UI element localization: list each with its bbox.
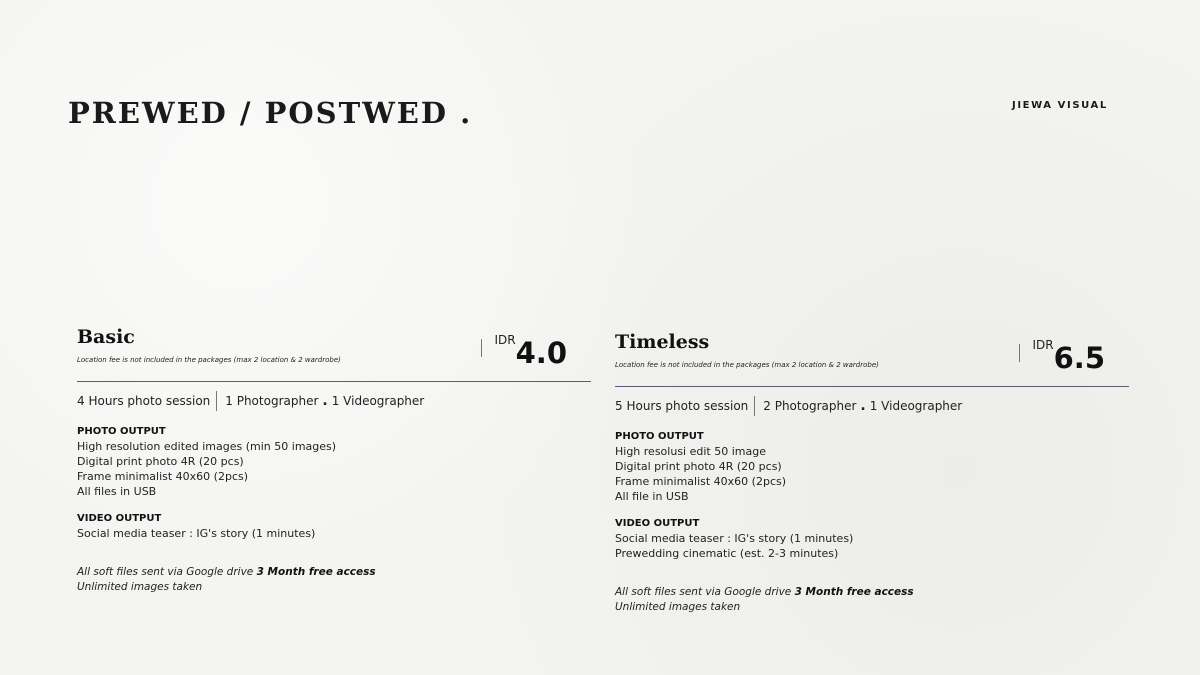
price-divider: [1019, 344, 1020, 362]
crew-separator: .: [322, 393, 328, 409]
price-currency: IDR: [494, 333, 516, 347]
delivery-note-line: [77, 565, 591, 580]
photo-output-section: [77, 426, 591, 499]
photographer-count: 1 Photographer: [225, 394, 319, 408]
package-name: Timeless: [615, 331, 710, 353]
package-divider-line: [615, 386, 1129, 387]
page-title: PREWED / POSTWED .: [68, 96, 473, 130]
package-price: [1019, 336, 1106, 376]
photo-output-item: All file in USB: [615, 490, 689, 503]
delivery-note-text: All soft files sent via Google drive: [77, 566, 257, 578]
delivery-note-highlight: 3 Month free access: [256, 566, 376, 578]
package-header: [615, 331, 1129, 386]
session-row: [615, 395, 1129, 417]
video-output-title: VIDEO OUTPUT: [615, 518, 700, 529]
videographer-count: 1 Videographer: [869, 399, 963, 413]
package-divider-line: [77, 381, 591, 382]
photo-output-item: Digital print photo 4R (20 pcs): [77, 455, 244, 468]
delivery-note-highlight: 3 Month free access: [794, 586, 914, 598]
video-output-section: [615, 518, 1129, 561]
package-name: Basic: [77, 326, 135, 348]
video-output-title: VIDEO OUTPUT: [77, 513, 162, 524]
session-duration: 4 Hours photo session: [77, 394, 211, 408]
photo-output-title: PHOTO OUTPUT: [77, 426, 166, 437]
price-divider: [481, 339, 482, 357]
photo-output-item: Digital print photo 4R (20 pcs): [615, 460, 782, 473]
photographer-count: 2 Photographer: [763, 399, 857, 413]
price-value: 4.0: [515, 336, 567, 370]
unlimited-images-note: Unlimited images taken: [77, 581, 203, 593]
package-note: Location fee is not included in the packages (max 2 location & 2 wardrobe): [77, 356, 341, 364]
package-price: [481, 331, 568, 371]
session-divider: [754, 396, 755, 416]
crew-separator: .: [860, 398, 866, 414]
delivery-note: [77, 565, 591, 595]
session-divider: [216, 391, 217, 411]
delivery-note-line: [615, 585, 1129, 600]
video-output-item: Social media teaser : IG's story (1 minutes): [77, 527, 316, 540]
price-currency: IDR: [1032, 338, 1054, 352]
package-card-basic: [77, 326, 591, 595]
photo-output-item: High resolusi edit 50 image: [615, 445, 766, 458]
photo-output-section: [615, 431, 1129, 504]
session-duration: 5 Hours photo session: [615, 399, 749, 413]
photo-output-item: High resolution edited images (min 50 images): [77, 440, 337, 453]
package-note: Location fee is not included in the packages (max 2 location & 2 wardrobe): [615, 361, 879, 369]
package-header: [77, 326, 591, 381]
delivery-note: [615, 585, 1129, 615]
videographer-count: 1 Videographer: [331, 394, 425, 408]
price-value: 6.5: [1053, 341, 1105, 375]
video-output-section: [77, 513, 591, 541]
photo-output-item: All files in USB: [77, 485, 157, 498]
video-output-item: Prewedding cinematic (est. 2-3 minutes): [615, 547, 839, 560]
delivery-note-text: All soft files sent via Google drive: [615, 586, 795, 598]
package-card-timeless: [615, 331, 1129, 615]
video-output-item: Social media teaser : IG's story (1 minutes): [615, 532, 854, 545]
unlimited-images-note: Unlimited images taken: [615, 601, 741, 613]
photo-output-item: Frame minimalist 40x60 (2pcs): [615, 475, 787, 488]
brand-name: JIEWA VISUAL: [1012, 100, 1108, 111]
photo-output-title: PHOTO OUTPUT: [615, 431, 704, 442]
photo-output-item: Frame minimalist 40x60 (2pcs): [77, 470, 249, 483]
session-row: [77, 390, 591, 412]
